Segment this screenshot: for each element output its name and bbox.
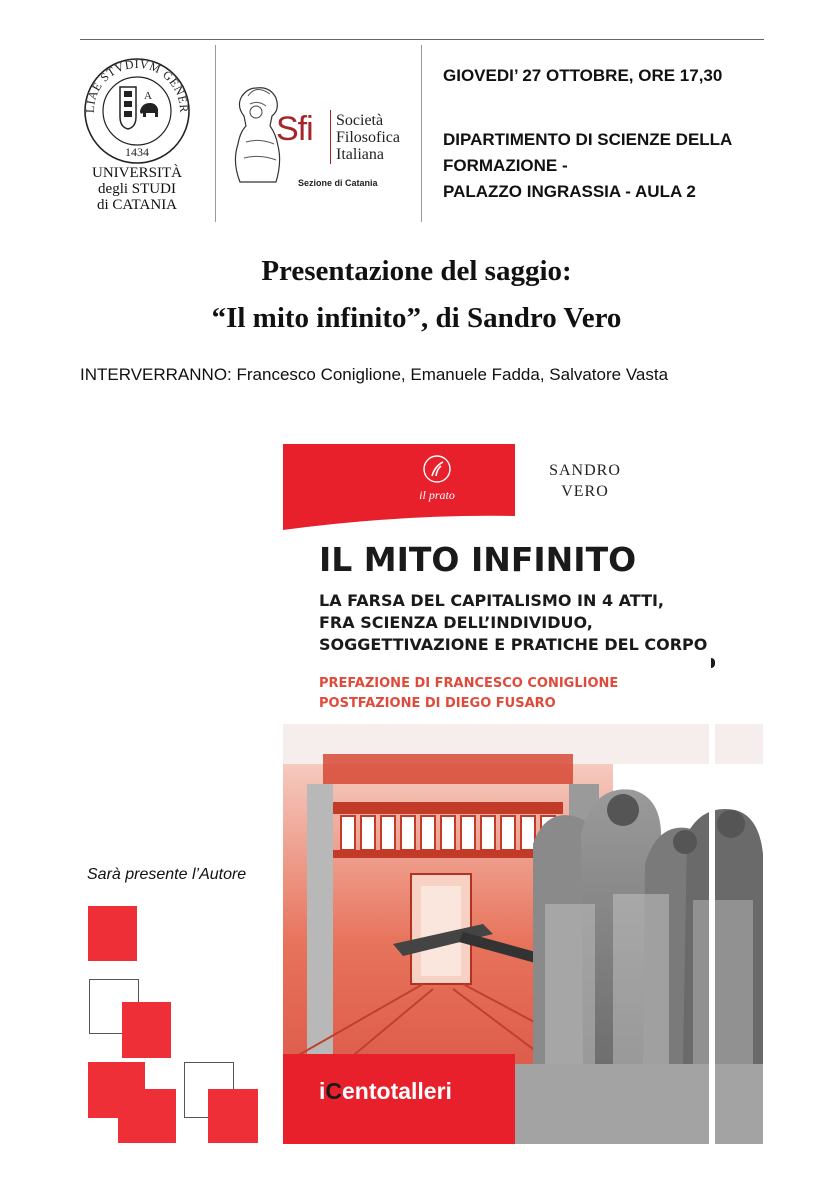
cover-red-banner — [283, 444, 515, 530]
event-venue-line1: DIPARTIMENTO DI SCIENZE DELLA — [443, 130, 733, 149]
event-date: GIOVEDI’ 27 OTTOBRE, ORE 17,30 — [443, 66, 723, 85]
cover-subtitle-line3: SOGGETTIVAZIONE E PRATICHE DEL CORPO — [319, 635, 708, 654]
sfi-name-line3: Italiana — [336, 146, 384, 163]
sfi-name-line2: Filosofica — [336, 129, 400, 146]
cover-postface: POSTFAZIONE DI DIEGO FUSARO — [319, 696, 556, 711]
publisher-c: C — [325, 1078, 343, 1104]
divider-right — [421, 45, 422, 222]
il-prato-leaf-icon — [423, 454, 451, 484]
cover-author — [535, 460, 635, 502]
university-name-line2: degli STUDI — [98, 181, 176, 197]
publisher-series: il prato — [419, 488, 455, 502]
cover-publisher — [319, 1078, 452, 1105]
book-cover — [283, 444, 763, 1144]
cover-author-line2: VERO — [561, 483, 609, 500]
university-name — [78, 165, 196, 213]
sfi-bar — [330, 110, 331, 164]
event-venue-line2: FORMAZIONE - — [443, 156, 568, 175]
cover-credits — [319, 674, 618, 714]
cover-subtitle — [319, 590, 707, 656]
page-title-line2: “Il mito infinito”, di Sandro Vero — [211, 302, 622, 334]
cover-subtitle-line2: FRA SCIENZA DELL’INDIVIDUO, — [319, 613, 593, 632]
sfi-section: Sezione di Catania — [298, 178, 378, 188]
top-rule — [80, 39, 764, 40]
decor-square-1 — [88, 906, 137, 961]
decor-square-3 — [122, 1002, 171, 1058]
sfi-name-line1: Società — [336, 112, 384, 129]
speakers-list: INTERVERRANNO: Francesco Coniglione, Emanuele Fadda, Salvatore Vasta — [80, 365, 669, 384]
seal-text: LIAE STVDIVM GENER — [82, 56, 192, 114]
event-venue — [443, 127, 732, 205]
sfi-name — [336, 112, 400, 163]
publisher-rest: entotalleri — [342, 1078, 452, 1104]
svg-text:SICILIAE STVDIVM GENERALE — [78, 55, 191, 113]
decor-square-7 — [208, 1089, 258, 1143]
university-name-line1: UNIVERSITÀ — [92, 165, 182, 181]
university-logo — [78, 55, 196, 165]
seal-year: 1434 — [125, 145, 149, 159]
page-title-line1: Presentazione del saggio: — [261, 255, 572, 287]
author-note: Sarà presente l’Autore — [87, 866, 247, 883]
event-venue-line3: PALAZZO INGRASSIA - AULA 2 — [443, 182, 696, 201]
cover-preface: PREFAZIONE DI FRANCESCO CONIGLIONE — [319, 676, 619, 691]
decor-square-5 — [118, 1089, 176, 1143]
sfi-logo — [226, 82, 416, 202]
university-name-line3: di CATANIA — [96, 197, 178, 213]
seal-letter: A — [144, 90, 152, 102]
sfi-abbr: Sfi — [276, 110, 313, 148]
cover-subtitle-line1: LA FARSA DEL CAPITALISMO IN 4 ATTI, — [319, 591, 665, 610]
cover-author-line1: SANDRO — [549, 462, 621, 479]
cover-edge-mark — [711, 658, 715, 668]
divider-left — [215, 45, 216, 222]
university-seal-icon — [78, 55, 196, 165]
cover-title: IL MITO INFINITO — [319, 540, 637, 579]
publisher-i: i — [319, 1078, 326, 1104]
